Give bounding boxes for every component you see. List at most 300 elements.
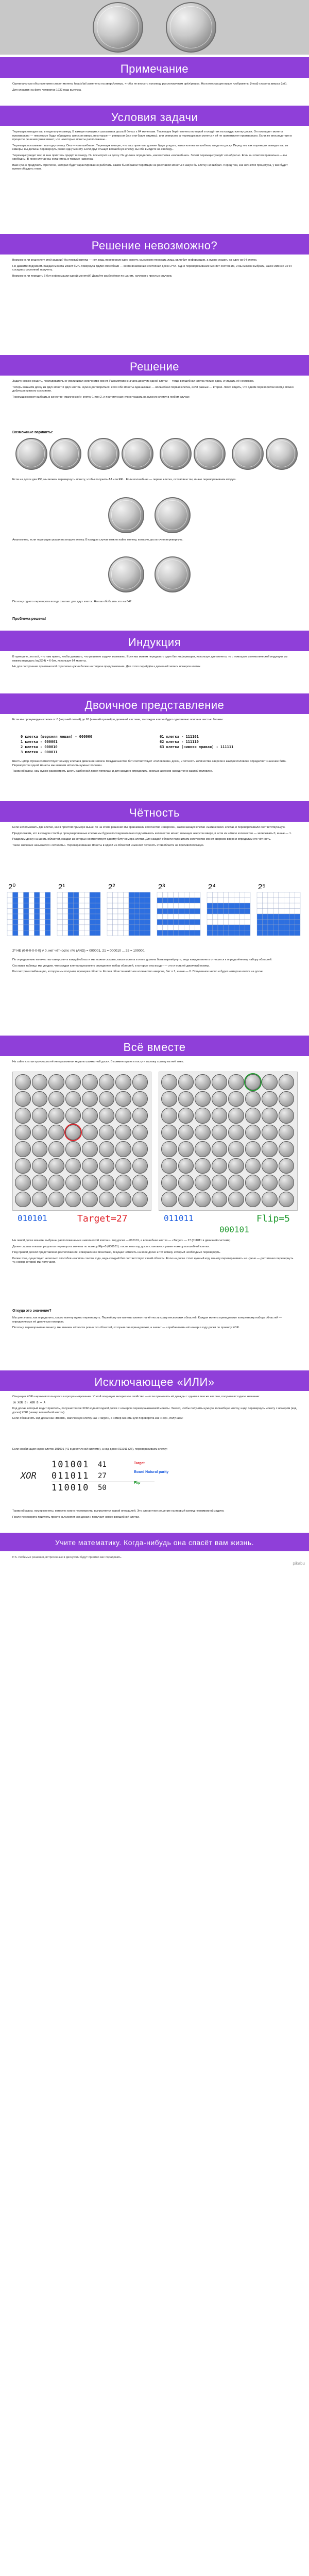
board-coin[interactable]: [279, 1108, 295, 1124]
parity-cell: [184, 909, 190, 914]
parity-cell: [90, 914, 95, 920]
parity-cell: [63, 920, 68, 925]
parity-cell: [295, 903, 301, 909]
board-coin[interactable]: [32, 1074, 48, 1090]
parity-cell: [140, 930, 145, 936]
parity-cell: [63, 925, 68, 930]
parity-formula: 2⁰ НЕ (0-0-0-0-0-0) ≠ 0, нет чётности: n% (AND) = 000001, 21 = 000010 ... 25 = 100000.: [12, 949, 145, 953]
board-coin[interactable]: [15, 1192, 31, 1208]
parity-cell: [224, 909, 229, 914]
board-coin[interactable]: [15, 1158, 31, 1174]
parity-cell: [145, 930, 151, 936]
parity-cell: [273, 930, 279, 936]
parity-cell: [168, 925, 174, 930]
board-coin[interactable]: [212, 1125, 228, 1141]
board-coin[interactable]: [115, 1074, 131, 1090]
parity-cell: [245, 909, 251, 914]
parity-cell: [229, 930, 234, 936]
induction-text: В принципе, это всё, что нам нужно, чтобы доказать, что решение задачи возможно. Если мы можем передавать один бит информации, используя две монеты, то с помощью математической индукции мы можем передать log2(64) = 6 бит, используя 64 монеты. Но для построения практической стратегии нужно более наглядное представление. Для этого перейдём к двоичной записи номеров клеток.: [12, 655, 288, 669]
board-coin[interactable]: [245, 1091, 261, 1107]
parity-cell: [289, 925, 295, 930]
board-coin[interactable]: [195, 1091, 211, 1107]
board-coin[interactable]: [178, 1091, 194, 1107]
parity-cell: [18, 909, 24, 914]
board-coin[interactable]: [99, 1074, 115, 1090]
parity-cell: [45, 925, 51, 930]
board-coin[interactable]: [228, 1192, 244, 1208]
board-coin[interactable]: [195, 1108, 211, 1124]
board-coin[interactable]: [161, 1108, 177, 1124]
parity-cell: [68, 903, 74, 909]
board-coin[interactable]: [15, 1141, 31, 1157]
parity-cell: [63, 903, 68, 909]
board-coin[interactable]: [115, 1192, 131, 1208]
parity-cell: [268, 920, 273, 925]
parity-cell: [190, 909, 195, 914]
parity-cell: [295, 930, 301, 936]
parity-cell: [124, 914, 129, 920]
board-coin[interactable]: [32, 1141, 48, 1157]
parity-cell: [57, 892, 63, 898]
board-coin[interactable]: [178, 1141, 194, 1157]
parity-cell: [218, 898, 224, 904]
parity-cell: [289, 903, 295, 909]
board-coin[interactable]: [132, 1175, 148, 1191]
parity-cell: [207, 930, 213, 936]
parity-cell: [40, 903, 45, 909]
parity-cell: [7, 903, 13, 909]
parity-cell: [229, 909, 234, 914]
board-coin[interactable]: [279, 1125, 295, 1141]
board-coin[interactable]: [32, 1091, 48, 1107]
parity-cell: [273, 903, 279, 909]
parity-cell: [118, 920, 124, 925]
board-coin[interactable]: [178, 1108, 194, 1124]
board-coin[interactable]: [82, 1108, 98, 1124]
parity-cell: [284, 898, 290, 904]
board-coin[interactable]: [245, 1074, 261, 1090]
parity-cell: [13, 892, 19, 898]
parity-cell: [18, 925, 24, 930]
parity-cell: [257, 898, 263, 904]
board-coin[interactable]: [195, 1175, 211, 1191]
parity-cell: [190, 914, 195, 920]
board-coin[interactable]: [115, 1091, 131, 1107]
parity-cell: [57, 898, 63, 904]
parity-cell: [263, 898, 268, 904]
board-coin[interactable]: [99, 1141, 115, 1157]
parity-cell: [213, 914, 218, 920]
parity-cell: [18, 892, 24, 898]
parity-cell: [168, 892, 174, 898]
parity-cell: [35, 925, 40, 930]
parity-cell: [279, 920, 284, 925]
board-coin[interactable]: [115, 1125, 131, 1141]
parity-cell: [245, 920, 251, 925]
parity-svg: [5, 881, 304, 945]
parity-cell: [218, 903, 224, 909]
target-label: Target=27: [77, 1213, 128, 1224]
parity-cell: [24, 892, 29, 898]
board-coin[interactable]: [32, 1125, 48, 1141]
parity-cell: [273, 914, 279, 920]
board-coin[interactable]: [82, 1192, 98, 1208]
board-coin[interactable]: [82, 1091, 98, 1107]
parity-cell: [257, 892, 263, 898]
parity-cell: [289, 892, 295, 898]
parity-cell: [289, 909, 295, 914]
board-coin[interactable]: [262, 1125, 278, 1141]
parity-cell: [257, 909, 263, 914]
parity-cell: [284, 920, 290, 925]
board-coin[interactable]: [99, 1175, 115, 1191]
board-coin[interactable]: [212, 1192, 228, 1208]
board-coin[interactable]: [82, 1074, 98, 1090]
parity-cell: [168, 898, 174, 904]
board-coin[interactable]: [195, 1192, 211, 1208]
parity-cell: [168, 930, 174, 936]
board-coin[interactable]: [228, 1091, 244, 1107]
board-coin[interactable]: [228, 1158, 244, 1174]
section-band-induction: Индукция: [0, 631, 309, 651]
parity-cell: [245, 892, 251, 898]
board-coin[interactable]: [132, 1074, 148, 1090]
board-coin[interactable]: [48, 1074, 64, 1090]
parity-cell: [195, 903, 201, 909]
parity-cell: [35, 909, 40, 914]
parity-cell: [18, 914, 24, 920]
parity-cell: [45, 898, 51, 904]
parity-cell: [107, 925, 113, 930]
board-coin[interactable]: [178, 1125, 194, 1141]
parity-cell: [7, 892, 13, 898]
board-coin[interactable]: [228, 1141, 244, 1157]
board-coin[interactable]: [161, 1141, 177, 1157]
parity-cell: [74, 920, 79, 925]
section-band-note: Примечание: [0, 57, 309, 78]
board-coin[interactable]: [262, 1141, 278, 1157]
parity-cell: [174, 914, 179, 920]
board-code-label: 010101: [18, 1213, 47, 1223]
parity-cell: [113, 909, 118, 914]
xor-text: Операция XOR широко используется в программировании. У этой операции интересное свойство — если применить её дважды с одним и тем же числом, получим исходное значение: (A XOR B) XOR B = A Код доски, который видит приятель, получается как XOR кода исходной доски с номером переворачиваемой монеты. Значит, чтобы получить нужную волшебную клетку, надо перевернуть монету с номером (код доски) XOR (номер волшебной клетки). Если обозначить код доски как «Board», магическую клетку как «Target», а номер монеты для переворота как «Flip», получаем:: [12, 1395, 297, 1420]
board-coin[interactable]: [212, 1108, 228, 1124]
parity-cell: [129, 925, 134, 930]
parity-cell: [213, 920, 218, 925]
parity-cell: [263, 903, 268, 909]
parity-cell: [268, 925, 273, 930]
parity-cell: [134, 920, 140, 925]
parity-cell: [35, 903, 40, 909]
board-coin[interactable]: [48, 1108, 64, 1124]
board-coin[interactable]: [65, 1158, 81, 1174]
board-coin[interactable]: [15, 1074, 31, 1090]
board-coin[interactable]: [178, 1074, 194, 1090]
board-coin[interactable]: [132, 1192, 148, 1208]
parity-cell: [157, 909, 163, 914]
board-coin[interactable]: [99, 1091, 115, 1107]
parity-cell: [195, 920, 201, 925]
board-coin[interactable]: [161, 1091, 177, 1107]
parity-cell: [234, 903, 240, 909]
parity-cell: [174, 925, 179, 930]
parity-cell: [134, 930, 140, 936]
board-coin[interactable]: [212, 1175, 228, 1191]
parity-cell: [234, 898, 240, 904]
parity-cell: [284, 903, 290, 909]
board-coin[interactable]: [161, 1125, 177, 1141]
parity-cell: [18, 920, 24, 925]
parity-cell: [35, 920, 40, 925]
parity-cell: [124, 909, 129, 914]
parity-cell: [129, 892, 134, 898]
board-coin[interactable]: [245, 1158, 261, 1174]
board-coin[interactable]: [115, 1108, 131, 1124]
board-coin[interactable]: [65, 1141, 81, 1157]
parity-cell: [68, 925, 74, 930]
binary-text: Если мы пронумеруем клетки от 0 (верхний левый) до 63 (нижний правый) в двоичной системе, то каждая клетка будет однозначно описана шестью битами:: [12, 718, 224, 721]
option-coin-4: [122, 438, 153, 470]
impossible-text: Возможно ли решение у этой задачи? На первый взгляд — нет, ведь перевернув одну монету, мы можем передать лишь один бит информации, а нужно указать на одну из 64 клеток. Но давайте подумаем. Каждая монета может быть повёрнута двумя способами — всего возможных состояний доски 2^64. Одно переворачивание меняет состояние, и мы можем выбрать, какое именно из 64 соседних состояний получить. Возможно ли передать 6 бит информации одной монетой? Давайте разберёмся по шагам, начиная с простых случаев.: [12, 259, 292, 278]
board-coin[interactable]: [15, 1091, 31, 1107]
parity-cell: [224, 920, 229, 925]
parity-cell: [95, 909, 101, 914]
board-coin[interactable]: [279, 1175, 295, 1191]
parity-cell: [95, 920, 101, 925]
board-coin[interactable]: [262, 1158, 278, 1174]
parity-region-diagrams: [5, 881, 304, 945]
board-coin[interactable]: [245, 1108, 261, 1124]
board-coin[interactable]: [48, 1091, 64, 1107]
board-coin[interactable]: [161, 1175, 177, 1191]
board-coin[interactable]: [132, 1108, 148, 1124]
board-coin[interactable]: [262, 1175, 278, 1191]
board-coin[interactable]: [195, 1074, 211, 1090]
board-coin[interactable]: [99, 1158, 115, 1174]
board-coin[interactable]: [65, 1108, 81, 1124]
parity-cell: [107, 892, 113, 898]
parity-cell: [84, 903, 90, 909]
parity-cell: [95, 903, 101, 909]
parity-cell: [90, 925, 95, 930]
parity-cell: [129, 914, 134, 920]
parity-cell: [168, 914, 174, 920]
board-coin[interactable]: [82, 1141, 98, 1157]
solution-text-4: Поэтому одного переворота всегда хватает для двух клеток. Но как обобщить это на 64?: [12, 600, 132, 603]
board-coin[interactable]: [115, 1158, 131, 1174]
parity-cell: [68, 914, 74, 920]
board-coin[interactable]: [195, 1141, 211, 1157]
parity-cell: [224, 930, 229, 936]
parity-cell: [279, 909, 284, 914]
parity-cell: [245, 914, 251, 920]
parity-cell: [40, 892, 45, 898]
board-coin[interactable]: [262, 1108, 278, 1124]
board-coin[interactable]: [279, 1074, 295, 1090]
parity-cell: [29, 925, 35, 930]
parity-cell: [29, 914, 35, 920]
parity-cell: [157, 898, 163, 904]
parity-cell: [229, 920, 234, 925]
parity-cell: [113, 903, 118, 909]
parity-cell: [113, 925, 118, 930]
parity-cell: [263, 920, 268, 925]
parity-cell: [145, 898, 151, 904]
parity-cell: [29, 909, 35, 914]
board-coin[interactable]: [228, 1125, 244, 1141]
parity-cell: [90, 909, 95, 914]
board-coin[interactable]: [245, 1192, 261, 1208]
parity-cell: [234, 920, 240, 925]
board-coin[interactable]: [48, 1192, 64, 1208]
parity-cell: [29, 898, 35, 904]
parity-cell: [84, 920, 90, 925]
board-coin[interactable]: [99, 1125, 115, 1141]
board-coin[interactable]: [115, 1175, 131, 1191]
parity-cell: [57, 914, 63, 920]
board-coin[interactable]: [262, 1074, 278, 1090]
parity-cell: [74, 914, 79, 920]
board-coin[interactable]: [212, 1074, 228, 1090]
board-coin[interactable]: [178, 1175, 194, 1191]
board-coin[interactable]: [32, 1175, 48, 1191]
parity-cell: [24, 903, 29, 909]
parity-cell: [79, 930, 84, 936]
board-coin[interactable]: [82, 1125, 98, 1141]
board-coin[interactable]: [228, 1175, 244, 1191]
parity-region-label: 2¹: [58, 883, 65, 891]
board-right: [159, 1072, 298, 1211]
board-coin[interactable]: [65, 1074, 81, 1090]
parity-cell: [207, 909, 213, 914]
parity-cell: [134, 903, 140, 909]
board-coin[interactable]: [212, 1141, 228, 1157]
solution-found: Проблема решена!: [12, 617, 46, 621]
parity-cell: [229, 903, 234, 909]
parity-cell: [140, 920, 145, 925]
board-coin[interactable]: [228, 1074, 244, 1090]
parity-cell: [289, 920, 295, 925]
conditions-text: Тюремщик отводит вас в отдельную камеру. В камере находится шахматная доска 8 белых x 64 монетами. Тюремщик берёт монеты по одной и кладёт их на каждую клетку доски. Он помещает монеты произвольно — некоторые будут обращены аверсом вверх, некоторые — реверсом (все они будут видимы), или реверсом, а тюремщик все монеты и ей не ориентирует произвольно. Если же впоследствии в процессе решения узник имеет, что некоторые монеты расположены... Тюремщик показывает вам одну клетку. Она — «волшебная». Тюремщик говорит, что ваш приятель должен будет угадать, какая клетка волшебная, глядя на доску. Перед тем как тюремщик выведет вас из камеры, вы должны перевернуть ровно одну монету. Если друг отыщет волшебную клетку, вы оба выйдете на свободу... Тюремщик уведет вас, и ваш приятель придёт в камеру. Он посмотрит на доску. Он должен определить, какая клетка «волшебная». Затем тюремщик уведёт его обратно. Если он ответил правильно — вы свободны. В ином случае вы останетесь в тюрьме навсегда. Вам нужно придумать стратегию, которая будет гарантированно работать, каким бы образом тюремщик ни расставил монеты и какую бы клетку ни выбрал. Перед тем, как начнётся процедура, у вас будет время обсудить план.: [12, 130, 292, 171]
board-coin[interactable]: [245, 1141, 261, 1157]
parity-cell: [268, 909, 273, 914]
parity-region-label: 2⁴: [208, 883, 216, 891]
parity-cell: [129, 930, 134, 936]
parity-cell: [207, 903, 213, 909]
parity-cell: [24, 898, 29, 904]
parity-cell: [239, 925, 245, 930]
footer-small: P.S. Любимые решения, встреченные в дискуссии будут приятно вас порадовать.: [12, 1556, 122, 1559]
parity-cell: [134, 892, 140, 898]
board-coin[interactable]: [48, 1175, 64, 1191]
board-coin[interactable]: [65, 1175, 81, 1191]
parity-cell: [29, 903, 35, 909]
parity-cell: [279, 892, 284, 898]
board-coin[interactable]: [195, 1158, 211, 1174]
together-text-2: На левой доске монеты выбраны расположенными «магической клетки». Код доски — 010101, а волшебная клетка — «Target» — 27 (011011 в двоичной системе). Далее справа показан результат переворота монеты по номеру Flip=5 (000101): после него код доски становится равен номеру волшебной клетки. Под правой доской представлено расположение, совершённое монетами, текущая чётность на всей доске и тот номер, который необходимо перевернуть. Более того, существует несколько способов «записи» такого кода, ведь каждый бит соответствует своей области. Если на доске стоит нужный код, монету переворачивать не нужно — достаточно перевернуть ту, номер которой мы получаем.: [12, 1239, 294, 1264]
board-coin[interactable]: [279, 1091, 295, 1107]
board-coin[interactable]: [132, 1158, 148, 1174]
parity-cell: [145, 914, 151, 920]
parity-cell: [63, 930, 68, 936]
board-coin[interactable]: [32, 1158, 48, 1174]
board-coin[interactable]: [228, 1108, 244, 1124]
board-coin[interactable]: [161, 1192, 177, 1208]
parity-cell: [45, 903, 51, 909]
option-coin-3: [88, 438, 119, 470]
parity-cell: [179, 930, 184, 936]
parity-cell: [207, 898, 213, 904]
board-coin[interactable]: [178, 1158, 194, 1174]
board-coin[interactable]: [262, 1192, 278, 1208]
parity-cell: [163, 903, 168, 909]
footer-band: Учите математику. Когда-нибудь она спасёт вам жизнь.: [0, 1533, 309, 1551]
board-coin[interactable]: [132, 1091, 148, 1107]
option-coin-2: [49, 438, 81, 470]
board-coin[interactable]: [82, 1158, 98, 1174]
parity-cell: [74, 903, 79, 909]
flip-label: Flip=5: [256, 1213, 290, 1224]
board-coin[interactable]: [99, 1192, 115, 1208]
parity-cell: [174, 909, 179, 914]
parity-cell: [229, 892, 234, 898]
parity-cell: [295, 925, 301, 930]
parity-cell: [190, 925, 195, 930]
board-coin[interactable]: [48, 1125, 64, 1141]
parity-cell: [90, 892, 95, 898]
parity-cell: [257, 914, 263, 920]
board-coin[interactable]: [279, 1141, 295, 1157]
board-coin[interactable]: [15, 1175, 31, 1191]
parity-cell: [118, 903, 124, 909]
board-coin[interactable]: [99, 1108, 115, 1124]
parity-cell: [168, 909, 174, 914]
parity-cell: [84, 930, 90, 936]
board-coin[interactable]: [15, 1108, 31, 1124]
board-coin[interactable]: [132, 1141, 148, 1157]
board-coin[interactable]: [212, 1091, 228, 1107]
board-coin[interactable]: [178, 1192, 194, 1208]
board-coin[interactable]: [161, 1074, 177, 1090]
board-coin[interactable]: [82, 1175, 98, 1191]
board-coin[interactable]: [65, 1125, 81, 1141]
parity-cell: [289, 898, 295, 904]
board-coin[interactable]: [65, 1192, 81, 1208]
board-coin[interactable]: [245, 1175, 261, 1191]
board-coin[interactable]: [279, 1158, 295, 1174]
board-coin[interactable]: [132, 1125, 148, 1141]
parity-cell: [35, 914, 40, 920]
parity-cell: [13, 925, 19, 930]
board-coin[interactable]: [32, 1108, 48, 1124]
board-coin[interactable]: [195, 1125, 211, 1141]
board-coin[interactable]: [65, 1091, 81, 1107]
board-coin[interactable]: [161, 1158, 177, 1174]
note-text: Оригинальным обозначением сторон монеты heads/tail заменены на аверс/реверс, чтобы не вносить путаницу русскоязычным орёл/решка. На иллюстрации выше изображены (head) сторона аверса (tail). Для справки: на фото четвертак 1932 года выпуска.: [12, 82, 287, 92]
parity-cell: [13, 898, 19, 904]
board-coin[interactable]: [48, 1158, 64, 1174]
board-coin[interactable]: [15, 1125, 31, 1141]
board-coin[interactable]: [32, 1192, 48, 1208]
board-coin[interactable]: [279, 1192, 295, 1208]
board-coin[interactable]: [262, 1091, 278, 1107]
board-coin[interactable]: [48, 1141, 64, 1157]
board-coin[interactable]: [212, 1158, 228, 1174]
board-coin[interactable]: [115, 1141, 131, 1157]
parity-cell: [190, 903, 195, 909]
board-coin[interactable]: [245, 1125, 261, 1141]
parity-cell: [174, 892, 179, 898]
